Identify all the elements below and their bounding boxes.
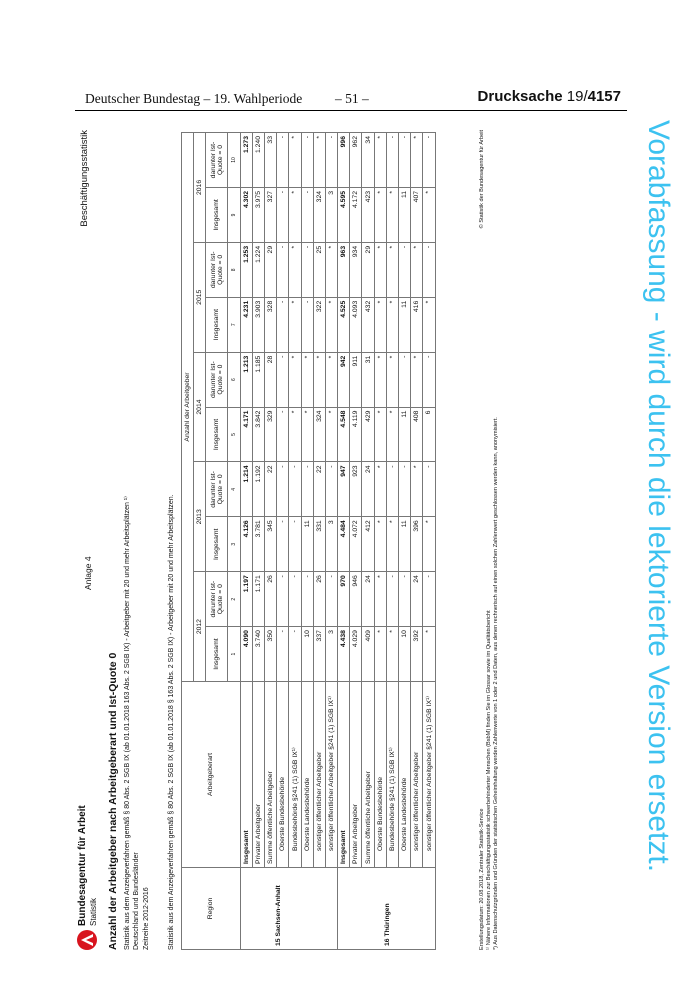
value-cell: *: [423, 187, 435, 242]
value-cell: 31: [362, 352, 374, 407]
value-cell: 947: [338, 462, 350, 517]
value-cell: 331: [313, 517, 325, 572]
value-cell: -: [301, 133, 313, 188]
table-row: [423, 133, 435, 950]
value-cell: 1.192: [252, 462, 264, 517]
value-cell: 337: [313, 627, 325, 682]
col-number: 4: [228, 462, 240, 517]
arbeitgeberart-cell: sonstiger öffentlicher Arbeitgeber: [411, 682, 423, 868]
col-number: 7: [228, 297, 240, 352]
value-cell: 409: [362, 627, 374, 682]
year-header: 2015: [194, 242, 206, 352]
table-row: [301, 133, 313, 950]
watermark-text: Vorabfassung - wird durch die lektorierte Version ersetzt.: [642, 120, 675, 873]
subtitle-line-2: Deutschland und Bundesländer: [133, 852, 140, 950]
table-row: [325, 133, 337, 950]
value-cell: *: [313, 352, 325, 407]
value-cell: *: [325, 242, 337, 297]
value-cell: *: [374, 187, 386, 242]
doc-num-part1: 19/: [566, 88, 588, 105]
value-cell: -: [301, 187, 313, 242]
arbeitgeberart-cell: Summe öffentliche Arbeitgeber: [264, 682, 276, 868]
value-cell: 416: [411, 297, 423, 352]
value-cell: 3.903: [252, 297, 264, 352]
year-header: 2012: [194, 572, 206, 682]
region-cell: 15 Sachsen-Anhalt: [240, 868, 338, 950]
value-cell: 11: [399, 407, 411, 462]
value-cell: *: [289, 133, 301, 188]
value-cell: 392: [411, 627, 423, 682]
value-cell: 407: [411, 187, 423, 242]
value-cell: -: [301, 572, 313, 627]
value-cell: 11: [399, 187, 411, 242]
ba-logo-icon: [77, 930, 97, 950]
value-cell: *: [411, 242, 423, 297]
value-cell: *: [374, 133, 386, 188]
value-cell: 946: [350, 572, 362, 627]
head-arbeitgeberart: Arbeitgeberart: [182, 682, 241, 868]
parliament-period: Deutscher Bundestag – 19. Wahlperiode: [85, 91, 303, 106]
footnote-created: Erstellungsdatum: 20.08.2018, Zentraler Statistik-Service: [479, 808, 485, 950]
footnote-privacy: *) Aus Datenschutzgründen und Gründen der statistischen Geheimhaltung werden Zahlenwerte von 1 oder 2 und Daten, aus denen rechnerisch auf einen solchen Zahlenwert geschlossen werden kann, anonymisiert.: [493, 417, 499, 950]
col-insgesamt: Insgesamt: [206, 187, 228, 242]
value-cell: 3.842: [252, 407, 264, 462]
table-row: [362, 133, 374, 950]
agency-sub: Statistik: [89, 897, 98, 926]
value-cell: 4.093: [350, 297, 362, 352]
value-cell: -: [301, 462, 313, 517]
value-cell: 327: [264, 187, 276, 242]
table-row: [240, 133, 252, 950]
value-cell: *: [386, 517, 398, 572]
value-cell: 3: [325, 517, 337, 572]
value-cell: 11: [399, 297, 411, 352]
value-cell: -: [325, 133, 337, 188]
table-row: [313, 133, 325, 950]
table-row: [338, 133, 350, 950]
doc-num-part2: 4157: [587, 88, 621, 105]
value-cell: 4.595: [338, 187, 350, 242]
col-number: 2: [228, 572, 240, 627]
arbeitgeberart-cell: Oberste Landesbehörde: [399, 682, 411, 868]
value-cell: -: [399, 133, 411, 188]
value-cell: 923: [350, 462, 362, 517]
value-cell: *: [325, 297, 337, 352]
value-cell: -: [325, 572, 337, 627]
value-cell: 3.740: [252, 627, 264, 682]
col-insgesamt: Insgesamt: [206, 517, 228, 572]
value-cell: 4.072: [350, 517, 362, 572]
value-cell: -: [277, 572, 289, 627]
value-cell: 4.029: [350, 627, 362, 682]
value-cell: *: [289, 242, 301, 297]
col-insgesamt: Insgesamt: [206, 407, 228, 462]
subtitle-line-1: Statistik aus dem Anzeigeverfahren gemäß § 80 Abs. 2 SGB IX (ab 01.01.2018 163 Abs. 2 SGB IX) - Arbeitgeber mit 20 und mehr Arbeitsplätzen ¹⁾: [124, 496, 131, 950]
value-cell: *: [289, 187, 301, 242]
value-cell: -: [289, 517, 301, 572]
value-cell: 24: [362, 462, 374, 517]
value-cell: 1.273: [240, 133, 252, 188]
value-cell: 29: [362, 242, 374, 297]
page-number: – 51 –: [335, 91, 369, 106]
col-number: 6: [228, 352, 240, 407]
value-cell: *: [289, 297, 301, 352]
year-header: 2016: [194, 133, 206, 243]
value-cell: 26: [313, 572, 325, 627]
statistics-category: Beschäftigungsstatistik: [79, 130, 90, 227]
value-cell: 22: [313, 462, 325, 517]
copyright: © Statistik der Bundesagentur für Arbeit: [479, 130, 485, 229]
value-cell: -: [277, 133, 289, 188]
value-cell: -: [423, 133, 435, 188]
page-header: [75, 88, 627, 111]
value-cell: 942: [338, 352, 350, 407]
value-cell: 11: [399, 517, 411, 572]
arbeitgeberart-cell: Bundesbehörde §241 (1) SGB IX¹⁾: [289, 682, 301, 868]
value-cell: 1.197: [240, 572, 252, 627]
value-cell: 324: [313, 187, 325, 242]
value-cell: 24: [362, 572, 374, 627]
value-cell: -: [277, 627, 289, 682]
value-cell: 4.302: [240, 187, 252, 242]
value-cell: 4.525: [338, 297, 350, 352]
value-cell: 10: [301, 627, 313, 682]
value-cell: -: [423, 462, 435, 517]
arbeitgeberart-cell: sonstiger öffentlicher Arbeitgeber §241 (1) SGB IX¹⁾: [325, 682, 337, 868]
col-number: 10: [228, 133, 240, 188]
value-cell: *: [411, 133, 423, 188]
value-cell: -: [399, 462, 411, 517]
value-cell: 26: [264, 572, 276, 627]
value-cell: 22: [264, 462, 276, 517]
value-cell: -: [277, 352, 289, 407]
value-cell: 4.548: [338, 407, 350, 462]
col-insgesamt: Insgesamt: [206, 627, 228, 682]
value-cell: 4.438: [338, 627, 350, 682]
value-cell: *: [301, 352, 313, 407]
value-cell: -: [301, 242, 313, 297]
value-cell: *: [374, 297, 386, 352]
doc-prefix: Drucksache: [477, 88, 563, 105]
value-cell: *: [289, 407, 301, 462]
value-cell: -: [423, 572, 435, 627]
year-header: 2013: [194, 462, 206, 572]
value-cell: 4.231: [240, 297, 252, 352]
value-cell: 34: [362, 133, 374, 188]
arbeitgeberart-cell: Oberste Landesbehörde: [301, 682, 313, 868]
value-cell: 429: [362, 407, 374, 462]
value-cell: *: [386, 242, 398, 297]
value-cell: 4.119: [350, 407, 362, 462]
value-cell: 1.185: [252, 352, 264, 407]
value-cell: 28: [264, 352, 276, 407]
value-cell: -: [423, 242, 435, 297]
value-cell: 4.172: [350, 187, 362, 242]
value-cell: 33: [264, 133, 276, 188]
watermark: [640, 120, 676, 890]
value-cell: 423: [362, 187, 374, 242]
value-cell: 4.090: [240, 627, 252, 682]
col-darunter: darunter Ist-Quote = 0: [206, 352, 228, 407]
value-cell: 322: [313, 297, 325, 352]
head-region: Region: [182, 868, 241, 950]
value-cell: *: [386, 407, 398, 462]
value-cell: *: [301, 407, 313, 462]
col-number: 5: [228, 407, 240, 462]
value-cell: 1.213: [240, 352, 252, 407]
value-cell: *: [423, 627, 435, 682]
value-cell: 345: [264, 517, 276, 572]
value-cell: 970: [338, 572, 350, 627]
arbeitgeberart-cell: sonstiger öffentlicher Arbeitgeber §241 (1) SGB IX¹⁾: [423, 682, 435, 868]
table-row: [289, 133, 301, 950]
value-cell: -: [277, 297, 289, 352]
table-row: [411, 133, 423, 950]
value-cell: -: [399, 352, 411, 407]
head-group: Anzahl der Arbeitgeber: [182, 133, 194, 682]
year-header: 2014: [194, 352, 206, 462]
value-cell: -: [277, 187, 289, 242]
rotated-table-page: [77, 130, 499, 950]
anlage-label: Anlage 4: [83, 556, 93, 590]
col-number: 1: [228, 627, 240, 682]
value-cell: *: [411, 462, 423, 517]
arbeitgeberart-cell: Privater Arbeitgeber: [252, 682, 264, 868]
value-cell: 1.224: [252, 242, 264, 297]
value-cell: *: [411, 352, 423, 407]
value-cell: 324: [313, 407, 325, 462]
value-cell: 1.214: [240, 462, 252, 517]
value-cell: -: [289, 627, 301, 682]
table-row: [374, 133, 386, 950]
value-cell: *: [386, 627, 398, 682]
col-number: 8: [228, 242, 240, 297]
col-number: 9: [228, 187, 240, 242]
table-title: Anzahl der Arbeitgeber nach Arbeitgeberart und Ist-Quote 0: [107, 652, 119, 950]
value-cell: 1.240: [252, 133, 264, 188]
value-cell: -: [399, 572, 411, 627]
value-cell: -: [386, 133, 398, 188]
arbeitgeberart-cell: sonstiger öffentlicher Arbeitgeber: [313, 682, 325, 868]
value-cell: *: [374, 572, 386, 627]
value-cell: 350: [264, 627, 276, 682]
table-row: [264, 133, 276, 950]
value-cell: *: [386, 297, 398, 352]
value-cell: -: [301, 297, 313, 352]
value-cell: 11: [301, 517, 313, 572]
value-cell: *: [386, 187, 398, 242]
agency-name: Bundesagentur für Arbeit: [77, 805, 88, 926]
value-cell: 3.781: [252, 517, 264, 572]
value-cell: -: [386, 462, 398, 517]
value-cell: 29: [264, 242, 276, 297]
value-cell: 6: [423, 407, 435, 462]
value-cell: *: [374, 627, 386, 682]
table-row: [277, 133, 289, 950]
value-cell: *: [423, 297, 435, 352]
value-cell: *: [374, 517, 386, 572]
value-cell: 963: [338, 242, 350, 297]
value-cell: *: [325, 352, 337, 407]
region-cell: 16 Thüringen: [338, 868, 436, 950]
value-cell: *: [374, 352, 386, 407]
value-cell: -: [277, 407, 289, 462]
value-cell: 934: [350, 242, 362, 297]
value-cell: 996: [338, 133, 350, 188]
value-cell: -: [325, 462, 337, 517]
value-cell: 4.171: [240, 407, 252, 462]
value-cell: 432: [362, 297, 374, 352]
value-cell: *: [325, 407, 337, 462]
value-cell: 3: [325, 187, 337, 242]
value-cell: 329: [264, 407, 276, 462]
value-cell: 1.171: [252, 572, 264, 627]
data-table: [181, 132, 436, 950]
value-cell: 412: [362, 517, 374, 572]
value-cell: 328: [264, 297, 276, 352]
value-cell: *: [423, 517, 435, 572]
value-cell: 3.975: [252, 187, 264, 242]
value-cell: -: [423, 352, 435, 407]
col-insgesamt: Insgesamt: [206, 297, 228, 352]
arbeitgeberart-cell: Oberste Bundesbehörde: [374, 682, 386, 868]
value-cell: 4.126: [240, 517, 252, 572]
value-cell: 1.253: [240, 242, 252, 297]
arbeitgeberart-cell: Oberste Bundesbehörde: [277, 682, 289, 868]
footnote-1: ¹⁾ Nähere Informationen zur Beschäftigungsstatistik schwerbehinderter Menschen (BsbM) finden Sie im Glossar sowie im Qualitätsbericht: [486, 610, 492, 950]
table-row: [399, 133, 411, 950]
value-cell: -: [289, 572, 301, 627]
arbeitgeberart-cell: Insgesamt: [338, 682, 350, 868]
value-cell: 396: [411, 517, 423, 572]
value-cell: 911: [350, 352, 362, 407]
arbeitgeberart-cell: Summe öffentliche Arbeitgeber: [362, 682, 374, 868]
value-cell: -: [289, 462, 301, 517]
table-row: [386, 133, 398, 950]
value-cell: -: [277, 462, 289, 517]
arbeitgeberart-cell: Privater Arbeitgeber: [350, 682, 362, 868]
value-cell: *: [374, 242, 386, 297]
value-cell: *: [374, 407, 386, 462]
value-cell: *: [374, 462, 386, 517]
value-cell: -: [399, 242, 411, 297]
value-cell: 25: [313, 242, 325, 297]
document-number: [478, 88, 621, 105]
value-cell: 408: [411, 407, 423, 462]
value-cell: *: [289, 352, 301, 407]
value-cell: 3: [325, 627, 337, 682]
subtitle-line-3: Zeitreihe 2012-2016: [143, 887, 150, 950]
table-caption: Statistik aus dem Anzeigeverfahren gemäß § 80 Abs. 2 SGB IX (ab 01.01.2018 § 163 Abs. 2 SGB IX) - Arbeitgeber mit 20 und mehr Arbeitsplätzen.: [168, 494, 175, 950]
value-cell: 10: [399, 627, 411, 682]
col-darunter: darunter Ist-Quote = 0: [206, 462, 228, 517]
col-darunter: darunter Ist-Quote = 0: [206, 242, 228, 297]
value-cell: -: [277, 517, 289, 572]
col-number: 3: [228, 517, 240, 572]
value-cell: -: [386, 572, 398, 627]
value-cell: 4.484: [338, 517, 350, 572]
col-darunter: darunter Ist-Quote = 0: [206, 572, 228, 627]
value-cell: -: [277, 242, 289, 297]
value-cell: 24: [411, 572, 423, 627]
col-darunter: darunter Ist-Quote = 0: [206, 133, 228, 188]
table-row: [350, 133, 362, 950]
arbeitgeberart-cell: Insgesamt: [240, 682, 252, 868]
arbeitgeberart-cell: Bundesbehörde §241 (1) SGB IX¹⁾: [386, 682, 398, 868]
value-cell: 962: [350, 133, 362, 188]
table-row: [252, 133, 264, 950]
value-cell: *: [386, 352, 398, 407]
value-cell: *: [313, 133, 325, 188]
